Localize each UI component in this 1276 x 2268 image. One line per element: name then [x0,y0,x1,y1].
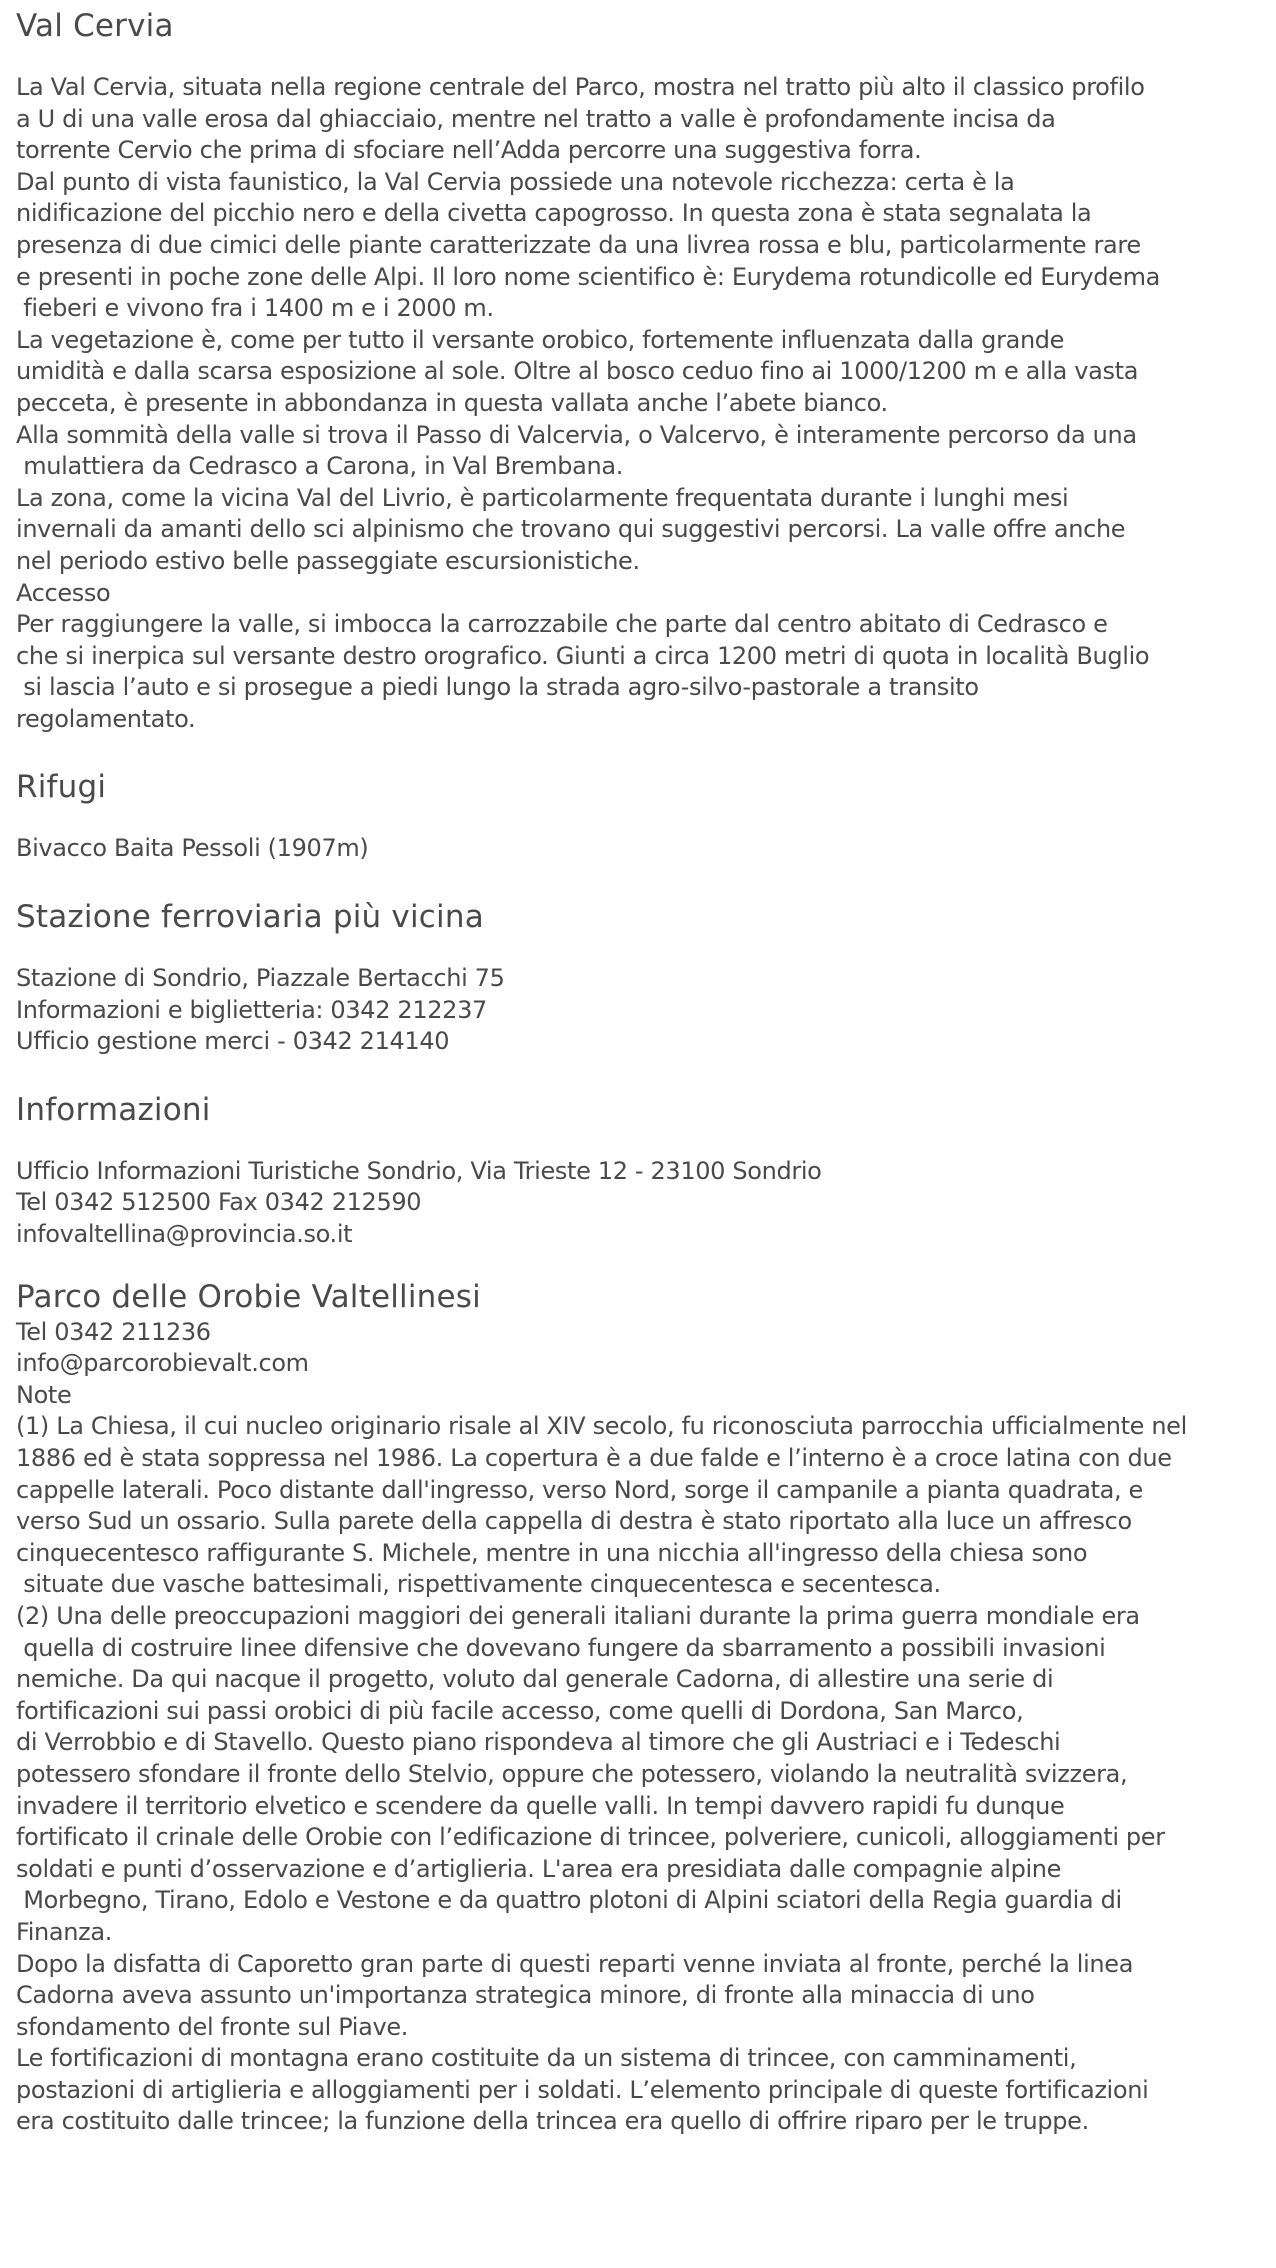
parco-line: verso Sud un ossario. Sulla parete della cappella di destra è stato riportato alla luce un affresco [16,1507,1132,1536]
parco-line: fortificato il crinale delle Orobie con l’edificazione di trincee, polveriere, cunicoli, alloggiamenti per [16,1823,1165,1852]
intro-line: La Val Cervia, situata nella regione centrale del Parco, mostra nel tratto più alto il classico profilo [16,73,1145,101]
intro-line: La vegetazione è, come per tutto il versante orobico, fortemente influenzata dalla grande [16,325,1065,354]
stazione-line: Stazione di Sondrio, Piazzale Bertacchi 75 [16,964,505,993]
rifugi-heading: Rifugi [16,769,107,806]
informazioni-text [16,1156,1260,1251]
parco-line: Finanza. [16,1917,112,1946]
intro-line: torrente Cervio che prima di sfociare nell’Adda percorre una suggestiva forra. [16,136,922,165]
intro-line: che si inerpica sul versante destro orografico. Giunti a circa 1200 metri di quota in località Buglio [16,641,1150,670]
parco-line: di Verrobbio e di Stavello. Questo piano rispondeva al timore che gli Austriaci e i Tedeschi [16,1728,1061,1757]
parco-line: Dopo la disfatta di Caporetto gran parte di questi reparti venne inviata al fronte, perché la linea [16,1949,1134,1978]
rifugi-line: Bivacco Baita Pessoli (1907m) [16,834,369,863]
intro-line: La zona, come la vicina Val del Livrio, è particolarmente frequentata durante i lunghi mesi [16,483,1069,512]
parco-heading: Parco delle Orobie Valtellinesi [16,1278,481,1315]
parco-line: invadere il territorio elvetico e scendere da quelle valli. In tempi davvero rapidi fu dunque [16,1791,1065,1820]
parco-line: potessero sfondare il fronte dello Stelvio, oppure che potessero, violando la neutralità svizzera, [16,1759,1128,1788]
parco-text [16,1317,1260,2138]
intro-line: a U di una valle erosa dal ghiacciaio, mentre nel tratto a valle è profondamente incisa da [16,104,1056,133]
parco-line: quella di costruire linee difensive che dovevano fungere da sbarramento a possibili invasioni [16,1633,1106,1662]
intro-line: Per raggiungere la valle, si imbocca la carrozzabile che parte dal centro abitato di Cedrasco e [16,610,1108,639]
informazioni-line: Tel 0342 512500 Fax 0342 212590 [16,1188,422,1217]
intro-line: Dal punto di vista faunistico, la Val Cervia possiede una notevole ricchezza: certa è la [16,167,1015,196]
intro-text [16,72,1260,735]
stazione-line: Informazioni e biglietteria: 0342 212237 [16,995,487,1024]
page-title: Val Cervia [16,8,174,44]
informazioni-line: infovaltellina@provincia.so.it [16,1220,353,1249]
intro-line: Alla sommità della valle si trova il Passo di Valcervia, o Valcervo, è interamente percorso da una [16,420,1137,449]
rifugi-text [16,833,1260,865]
intro-line: regolamentato. [16,704,196,733]
parco-line: soldati e punti d’osservazione e d’artiglieria. L'area era presidiata dalle compagnie alpine [16,1854,1062,1883]
parco-line: info@parcorobievalt.com [16,1349,309,1378]
parco-line: Note [16,1380,72,1409]
stazione-line: Ufficio gestione merci - 0342 214140 [16,1027,450,1056]
parco-line: Tel 0342 211236 [16,1317,211,1346]
intro-line: nel periodo estivo belle passeggiate escursionistiche. [16,546,640,575]
parco-line: postazioni di artiglieria e alloggiamenti per i soldati. L’elemento principale di queste fortificazioni [16,2075,1149,2104]
stazione-heading: Stazione ferroviaria più vicina [16,899,484,936]
intro-line: si lascia l’auto e si prosegue a piedi lungo la strada agro-silvo-pastorale a transito [16,673,979,702]
informazioni-line: Ufficio Informazioni Turistiche Sondrio, Via Trieste 12 - 23100 Sondrio [16,1156,822,1185]
intro-line: presenza di due cimici delle piante caratterizzate da una livrea rossa e blu, particolarmente rare [16,230,1141,259]
intro-line: Accesso [16,578,111,607]
parco-line: nemiche. Da qui nacque il progetto, voluto dal generale Cadorna, di allestire una serie di [16,1665,1054,1694]
parco-line: (2) Una delle preoccupazioni maggiori dei generali italiani durante la prima guerra mondiale era [16,1601,1140,1630]
parco-line: cappelle laterali. Poco distante dall'ingresso, verso Nord, sorge il campanile a pianta quadrata, e [16,1475,1143,1504]
parco-line: 1886 ed è stata soppressa nel 1986. La copertura è a due falde e l’interno è a croce latina con due [16,1444,1172,1472]
intro-line: fieberi e vivono fra i 1400 m e i 2000 m. [16,294,494,323]
parco-line: Cadorna aveva assunto un'importanza strategica minore, di fronte alla minaccia di uno [16,1981,1035,2010]
parco-line: fortificazioni sui passi orobici di più facile accesso, come quelli di Dordona, San Marco, [16,1696,1024,1725]
intro-line: nidificazione del picchio nero e della civetta capogrosso. In questa zona è stata segnalata la [16,199,1092,228]
parco-line: era costituito dalle trincee; la funzione della trincea era quello di offrire riparo per le truppe. [16,2107,1089,2136]
stazione-text [16,963,1260,1058]
intro-line: umidità e dalla scarsa esposizione al sole. Oltre al bosco ceduo fino ai 1000/1200 m e alla vasta [16,357,1139,386]
intro-line: invernali da amanti dello sci alpinismo che trovano qui suggestivi percorsi. La valle offre anche [16,515,1126,544]
parco-line: situate due vasche battesimali, rispettivamente cinquecentesca e secentesca. [16,1570,941,1599]
intro-line: e presenti in poche zone delle Alpi. Il loro nome scientifico è: Eurydema rotundicolle ed Eurydema [16,262,1160,291]
parco-line: Le fortificazioni di montagna erano costituite da un sistema di trincee, con camminamenti, [16,2044,1077,2073]
parco-line: Morbegno, Tirano, Edolo e Vestone e da quattro plotoni di Alpini sciatori della Regia guardia di [16,1886,1122,1915]
intro-line: mulattiera da Cedrasco a Carona, in Val Brembana. [16,452,623,481]
informazioni-heading: Informazioni [16,1091,211,1128]
parco-line: (1) La Chiesa, il cui nucleo originario risale al XIV secolo, fu riconosciuta parrocchia ufficialmente nel [16,1412,1187,1441]
intro-line: pecceta, è presente in abbondanza in questa vallata anche l’abete bianco. [16,388,888,417]
parco-line: sfondamento del fronte sul Piave. [16,2012,409,2041]
parco-line: cinquecentesco raffigurante S. Michele, mentre in una nicchia all'ingresso della chiesa sono [16,1538,1088,1567]
